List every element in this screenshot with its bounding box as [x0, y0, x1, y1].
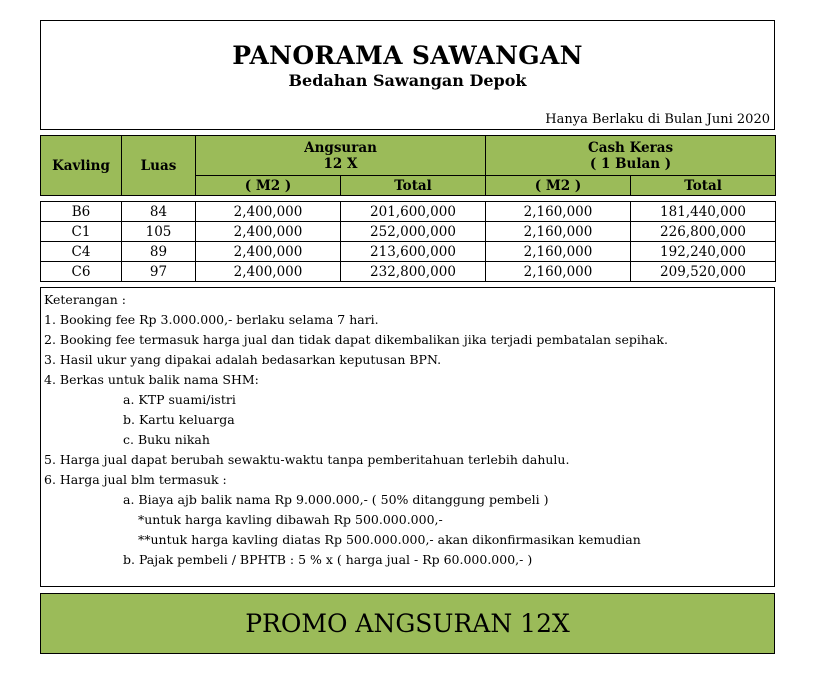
table-row	[41, 242, 776, 262]
cell-angsuran-m2: 2,400,000	[196, 202, 341, 222]
header-kavling: Kavling	[41, 136, 122, 196]
note-line: 6. Harga jual blm termasuk :	[44, 472, 227, 487]
cell-cash-m2: 2,160,000	[486, 222, 631, 242]
note-line: 5. Harga jual dapat berubah sewaktu-waktu tanpa pemberitahuan terlebih dahulu.	[44, 452, 570, 467]
cell-angsuran-m2: 2,400,000	[196, 242, 341, 262]
cell-luas: 97	[122, 262, 196, 282]
cell-angsuran-total: 201,600,000	[341, 202, 486, 222]
header-angsuran-total: Total	[341, 176, 486, 196]
note-subline: b. Pajak pembeli / BPHTB : 5 % x ( harga jual - Rp 60.000.000,- )	[123, 552, 533, 567]
header-angsuran-title: Angsuran	[304, 139, 377, 156]
header-cash-title: Cash Keras	[587, 139, 674, 156]
promo-text: PROMO ANGSURAN 12X	[245, 609, 570, 638]
note-footnote: *untuk harga kavling dibawah Rp 500.000.000,-	[138, 512, 443, 527]
price-table-header	[40, 135, 776, 196]
cell-cash-total: 226,800,000	[631, 222, 776, 242]
cell-angsuran-m2: 2,400,000	[196, 222, 341, 242]
note-line: 4. Berkas untuk balik nama SHM:	[44, 372, 259, 387]
note-line: 1. Booking fee Rp 3.000.000,- berlaku selama 7 hari.	[44, 312, 379, 327]
header-cash-total: Total	[631, 176, 776, 196]
cell-cash-m2: 2,160,000	[486, 242, 631, 262]
cell-cash-total: 209,520,000	[631, 262, 776, 282]
cell-angsuran-m2: 2,400,000	[196, 262, 341, 282]
cell-cash-total: 181,440,000	[631, 202, 776, 222]
cell-luas: 84	[122, 202, 196, 222]
note-subline: c. Buku nikah	[123, 432, 210, 447]
header-luas: Luas	[122, 136, 196, 196]
table-row	[41, 262, 776, 282]
note-line: 2. Booking fee termasuk harga jual dan tidak dapat dikembalikan jika terjadi pembatalan sepihak.	[44, 332, 668, 347]
cell-luas: 105	[122, 222, 196, 242]
table-row	[41, 202, 776, 222]
cell-kavling: B6	[41, 202, 122, 222]
note-footnote: **untuk harga kavling diatas Rp 500.000.000,- akan dikonfirmasikan kemudian	[138, 532, 641, 547]
header-angsuran-m2: ( M2 )	[196, 176, 341, 196]
promo-banner	[40, 593, 775, 654]
price-table-body	[40, 201, 776, 282]
cell-luas: 89	[122, 242, 196, 262]
cell-angsuran-total: 213,600,000	[341, 242, 486, 262]
header-angsuran	[196, 136, 486, 176]
cell-angsuran-total: 252,000,000	[341, 222, 486, 242]
page-title: PANORAMA SAWANGAN	[232, 41, 583, 70]
note-subline: a. KTP suami/istri	[123, 392, 236, 407]
header-cash-sub: ( 1 Bulan )	[589, 155, 672, 172]
page-subtitle: Bedahan Sawangan Depok	[288, 71, 527, 90]
header-box	[40, 20, 775, 130]
header-cash	[486, 136, 776, 176]
cell-angsuran-total: 232,800,000	[341, 262, 486, 282]
validity-note: Hanya Berlaku di Bulan Juni 2020	[545, 112, 770, 127]
cell-cash-m2: 2,160,000	[486, 262, 631, 282]
notes-box	[40, 287, 775, 587]
header-angsuran-sub: 12 X	[323, 155, 358, 172]
cell-kavling: C4	[41, 242, 122, 262]
table-row	[41, 222, 776, 242]
note-subline: b. Kartu keluarga	[123, 412, 235, 427]
cell-cash-total: 192,240,000	[631, 242, 776, 262]
cell-kavling: C1	[41, 222, 122, 242]
note-line: 3. Hasil ukur yang dipakai adalah bedasarkan keputusan BPN.	[44, 352, 442, 367]
note-subline: a. Biaya ajb balik nama Rp 9.000.000,- ( 50% ditanggung pembeli )	[123, 492, 549, 507]
cell-kavling: C6	[41, 262, 122, 282]
notes-heading: Keterangan :	[44, 292, 126, 307]
header-cash-m2: ( M2 )	[486, 176, 631, 196]
cell-cash-m2: 2,160,000	[486, 202, 631, 222]
